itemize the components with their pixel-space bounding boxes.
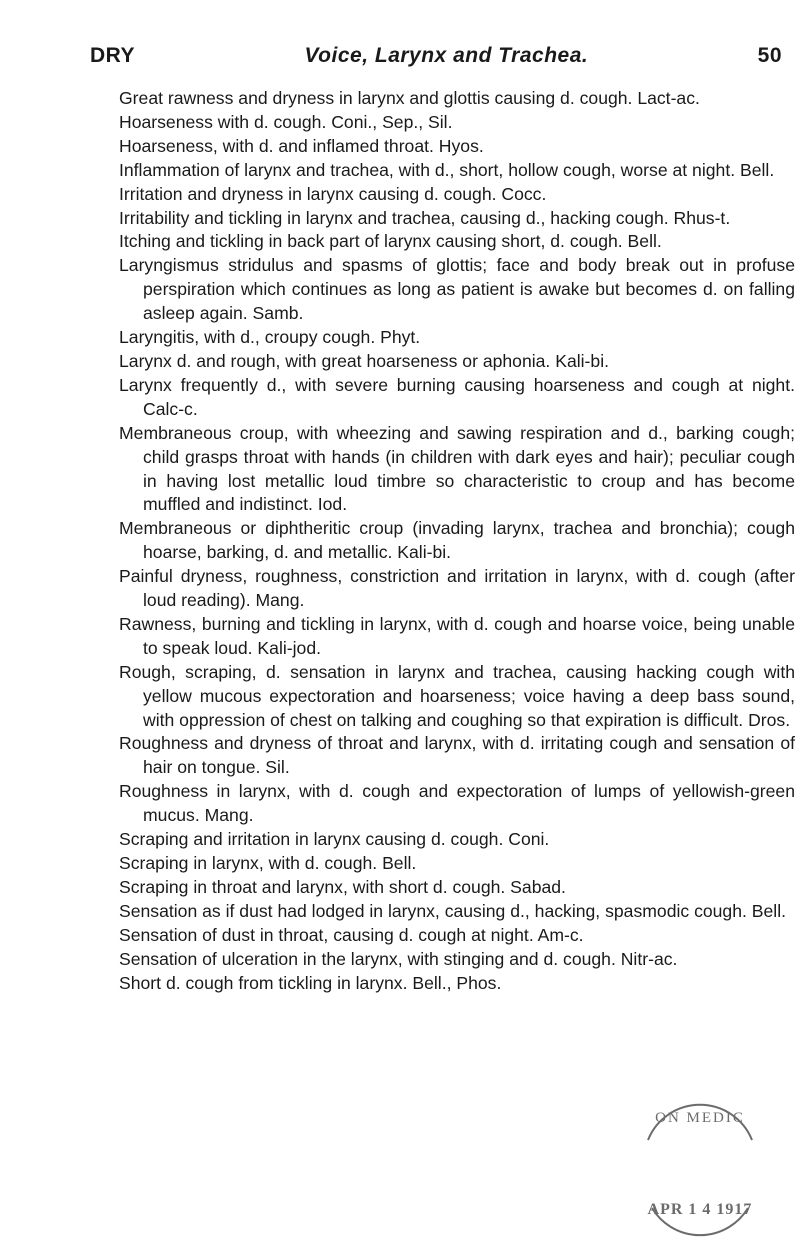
entry: Great rawness and dryness in larynx and glottis causing d. cough. Lact-ac.	[119, 88, 700, 108]
entry: Sensation of ulceration in the larynx, with stinging and d. cough. Nitr-ac.	[119, 948, 678, 969]
entry: Scraping in throat and larynx, with short d. cough. Sabad.	[119, 876, 566, 897]
header-left: DRY	[90, 44, 136, 67]
entry: Membraneous or diphtheritic croup (invading larynx, trachea and bronchia); cough hoarse, barking, d. and metallic. Kali-bi.	[119, 518, 795, 563]
header-title: Voice, Larynx and Trachea.	[304, 44, 589, 67]
entry: Scraping in larynx, with d. cough. Bell.	[119, 853, 417, 873]
entry: Short d. cough from tickling in larynx. Bell., Phos.	[119, 972, 502, 993]
entry: Painful dryness, roughness, constriction and irritation in larynx, with d. cough (after loud reading). Mang.	[119, 566, 795, 611]
entry: Larynx frequently d., with severe burning causing hoarseness and cough at night. Calc-c.	[119, 374, 795, 419]
entry: Roughness in larynx, with d. cough and expectoration of lumps of yellowish-green mucus. Mang.	[119, 781, 795, 826]
stamp-date: APR 1 4 1917	[647, 1201, 753, 1218]
entry-list	[119, 87, 795, 995]
entry: Sensation as if dust had lodged in larynx, causing d., hacking, spasmodic cough. Bell.	[119, 900, 787, 921]
entry: Itching and tickling in back part of larynx causing short, d. cough. Bell.	[119, 231, 662, 252]
entry: Irritation and dryness in larynx causing d. cough. Cocc.	[119, 183, 547, 204]
entry: Larynx d. and rough, with great hoarseness or aphonia. Kali-bi.	[119, 350, 609, 371]
entry: Scraping and irritation in larynx causing d. cough. Coni.	[119, 829, 550, 850]
entry: Inflammation of larynx and trachea, with d., short, hollow cough, worse at night. Bell.	[119, 159, 775, 180]
entry: Membraneous croup, with wheezing and sawing respiration and d., barking cough; child grasps throat with hands (in children with dark eyes and hair); peculiar cough in having lost metallic loud timbre so characteristic to croup and has become muffled and indistinct. Iod.	[119, 422, 795, 515]
entry: Sensation of dust in throat, causing d. cough at night. Am-c.	[119, 924, 584, 945]
stamp-top-text: ON MEDIC	[655, 1110, 745, 1126]
running-header	[90, 44, 782, 74]
entry: Laryngismus stridulus and spasms of glottis; face and body break out in profuse perspiration which continues as long as patient is awake but becomes d. on falling asleep again. Samb.	[119, 255, 795, 324]
entry: Irritability and tickling in larynx and trachea, causing d., hacking cough. Rhus-t.	[119, 207, 731, 228]
entry: Laryngitis, with d., croupy cough. Phyt.	[119, 327, 421, 348]
entry: Hoarseness, with d. and inflamed throat. Hyos.	[119, 135, 484, 156]
entry: Rough, scraping, d. sensation in larynx and trachea, causing hacking cough with yellow mucous expectoration and hoarseness; voice having a deep bass sound, with oppression of chest on talking and coughing so that expiration is difficult. Dros.	[119, 661, 795, 730]
page-number: 50	[757, 44, 782, 67]
entry: Hoarseness with d. cough. Coni., Sep., Sil.	[119, 111, 453, 132]
entry: Roughness and dryness of throat and larynx, with d. irritating cough and sensation of hair on tongue. Sil.	[119, 733, 795, 778]
entry: Rawness, burning and tickling in larynx, with d. cough and hoarse voice, being unable to speak loud. Kali-jod.	[119, 613, 795, 658]
library-stamp	[640, 1098, 760, 1244]
